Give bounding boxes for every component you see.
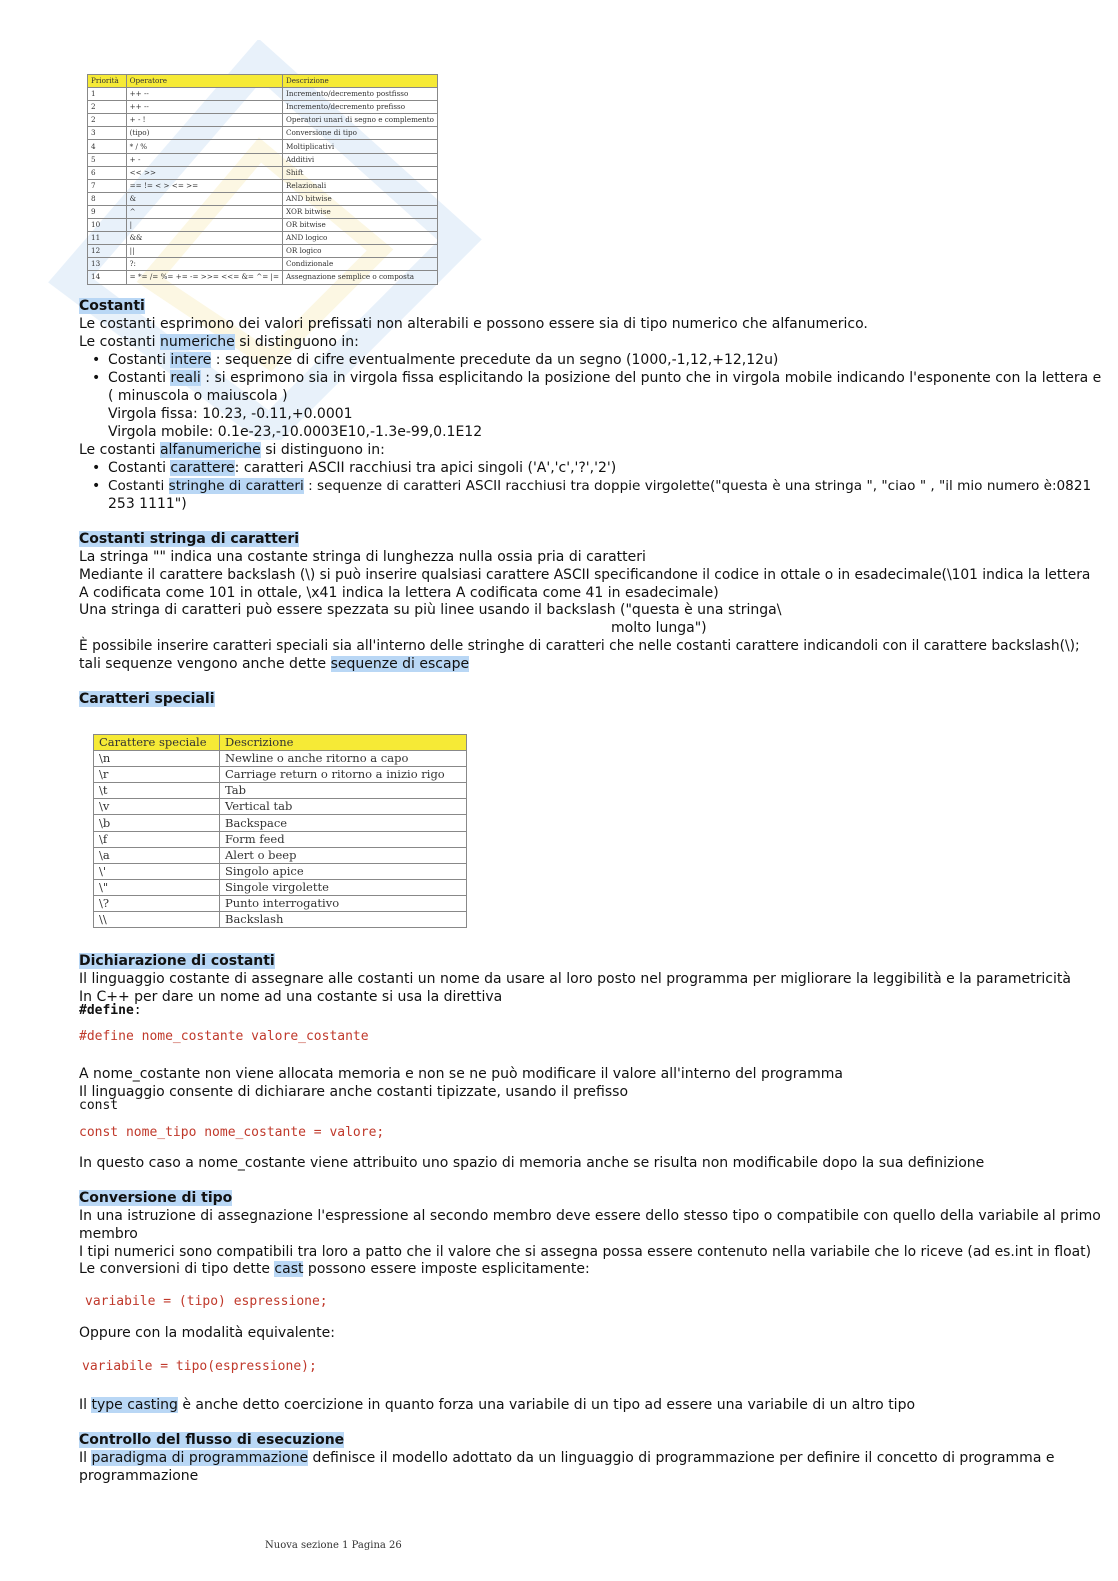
list-item-continuation: 253 1111") [108, 496, 187, 512]
table-cell: \f [94, 831, 220, 847]
table-cell: 14 [88, 271, 127, 284]
table-cell: Descrizione [282, 75, 437, 88]
paragraph: I tipi numerici sono compatibili tra loro a patto che il valore che si assegna possa essere contenuto nella variabile che lo riceve (ad es.int in float) [79, 1244, 1092, 1260]
paragraph: tali sequenze vengono anche dette sequenze di escape [79, 656, 470, 672]
table-header-row [94, 735, 467, 751]
table-cell: && [126, 232, 282, 245]
table-row [94, 767, 467, 783]
operator-priority-table [87, 74, 438, 285]
table-cell: OR bitwise [282, 219, 437, 232]
paragraph: membro [79, 1226, 138, 1242]
list-item: Costanti stringhe di caratteri : sequenze di caratteri ASCII racchiusi tra doppie virgolette("questa è una stringa ", "ciao " , "il mio numero è:0821 [108, 478, 1092, 494]
paragraph: Il type casting è anche detto coercizione in quanto forza una variabile di un tipo ad essere una variabile di un altro tipo [79, 1397, 916, 1413]
table-row [88, 258, 438, 271]
paragraph: La stringa "" indica una costante stringa di lunghezza nulla ossia pria di caratteri [79, 549, 646, 565]
table-row [94, 783, 467, 799]
table-cell: || [126, 245, 282, 258]
table-cell: XOR bitwise [282, 205, 437, 218]
section-heading-conversione: Conversione di tipo [79, 1190, 233, 1206]
table-cell: Shift [282, 166, 437, 179]
section-heading-controllo: Controllo del flusso di esecuzione [79, 1432, 345, 1448]
table-cell: Carriage return o ritorno a inizio rigo [220, 767, 467, 783]
list-item-continuation: Virgola fissa: 10.23, -0.11,+0.0001 [108, 406, 353, 422]
table-cell: \\ [94, 912, 220, 928]
table-cell: 2 [88, 101, 127, 114]
table-row [88, 153, 438, 166]
table-cell: \b [94, 815, 220, 831]
table-cell: \? [94, 895, 220, 911]
table-cell: Incremento/decremento postfisso [282, 88, 437, 101]
list-item-continuation: ( minuscola o maiuscola ) [108, 388, 288, 404]
table-row [88, 166, 438, 179]
table-cell: 7 [88, 179, 127, 192]
table-cell: ++ -- [126, 88, 282, 101]
paragraph: Mediante il carattere backslash (\) si può inserire qualsiasi carattere ASCII specificandone il codice in ottale o in esadecimale(\101 indica la lettera [79, 567, 1091, 583]
table-cell: 2 [88, 114, 127, 127]
table-cell: Newline o anche ritorno a capo [220, 751, 467, 767]
table-cell: \n [94, 751, 220, 767]
table-cell: 10 [88, 219, 127, 232]
table-cell: Operatori unari di segno e complemento [282, 114, 437, 127]
table-row [94, 895, 467, 911]
table-cell: 12 [88, 245, 127, 258]
section-heading-dichiarazione: Dichiarazione di costanti [79, 953, 275, 969]
table-row [88, 205, 438, 218]
table-cell: == != < > <= >= [126, 179, 282, 192]
paragraph: È possibile inserire caratteri speciali sia all'interno delle stringhe di caratteri che nelle costanti carattere indicandoli con il carattere backslash(\); [79, 638, 1080, 654]
table-cell: Incremento/decremento prefisso [282, 101, 437, 114]
paragraph: In una istruzione di assegnazione l'espressione al secondo membro deve essere dello stesso tipo o compatibile con quello della variabile al primo [79, 1208, 1101, 1224]
code-block: const nome_tipo nome_costante = valore; [79, 1125, 385, 1140]
inline-code: const [79, 1098, 119, 1113]
table-cell: Condizionale [282, 258, 437, 271]
paragraph: A codificata come 101 in ottale, \x41 indica la lettera A codificata come 41 in esadecimale) [79, 585, 719, 601]
table-row [88, 192, 438, 205]
list-item: Costanti intere : sequenze di cifre eventualmente precedute da un segno (1000,-1,12,+12,12u) [108, 352, 779, 368]
table-cell: Descrizione [220, 735, 467, 751]
table-cell: Tab [220, 783, 467, 799]
escape-sequences-table [93, 734, 467, 928]
table-row [94, 831, 467, 847]
table-cell: OR logico [282, 245, 437, 258]
list-item-continuation: Virgola mobile: 0.1e-23,-10.0003E10,-1.3e-99,0.1E12 [108, 424, 483, 440]
table-row [88, 179, 438, 192]
table-cell: ^ [126, 205, 282, 218]
table-cell: Carattere speciale [94, 735, 220, 751]
table-cell: 8 [88, 192, 127, 205]
code-block: variabile = tipo(espressione); [82, 1359, 317, 1374]
table-cell: 5 [88, 153, 127, 166]
table-row [88, 271, 438, 284]
bullet-icon: • [92, 370, 101, 386]
list-item: Costanti reali : si esprimono sia in virgola fissa esplicitando la posizione del punto che in virgola mobile indicando l'esponente con la lettera e [108, 370, 1102, 386]
page-footer: Nuova sezione 1 Pagina 26 [265, 1540, 402, 1551]
table-row [88, 140, 438, 153]
table-cell: 1 [88, 88, 127, 101]
table-cell: Conversione di tipo [282, 127, 437, 140]
table-cell: AND bitwise [282, 192, 437, 205]
table-cell: 13 [88, 258, 127, 271]
paragraph: In C++ per dare un nome ad una costante si usa la direttiva [79, 989, 503, 1005]
table-row [94, 879, 467, 895]
table-row [88, 127, 438, 140]
table-row [94, 847, 467, 863]
inline-code: #define: [79, 1003, 142, 1018]
table-cell: \r [94, 767, 220, 783]
paragraph: Le conversioni di tipo dette cast possono essere imposte esplicitamente: [79, 1261, 590, 1277]
paragraph: A nome_costante non viene allocata memoria e non se ne può modificare il valore all'interno del programma [79, 1066, 843, 1082]
table-cell: Vertical tab [220, 799, 467, 815]
table-row [94, 751, 467, 767]
table-row [94, 912, 467, 928]
table-cell: Priorità [88, 75, 127, 88]
table-cell: ?: [126, 258, 282, 271]
table-cell: + - ! [126, 114, 282, 127]
paragraph: Il paradigma di programmazione definisce il modello adottato da un linguaggio di programmazione per definire il concetto di programma e [79, 1450, 1055, 1466]
table-cell: (tipo) [126, 127, 282, 140]
table-row [88, 232, 438, 245]
table-cell: Punto interrogativo [220, 895, 467, 911]
table-cell: * / % [126, 140, 282, 153]
paragraph: Le costanti numeriche si distinguono in: [79, 334, 359, 350]
list-item: Costanti carattere: caratteri ASCII racchiusi tra apici singoli ('A','c','?','2') [108, 460, 617, 476]
code-block: #define nome_costante valore_costante [79, 1029, 369, 1044]
table-cell: + - [126, 153, 282, 166]
table-cell: Backspace [220, 815, 467, 831]
table-cell: Assegnazione semplice o composta [282, 271, 437, 284]
table-cell: << >> [126, 166, 282, 179]
table-row [88, 245, 438, 258]
table-cell: & [126, 192, 282, 205]
table-cell: \' [94, 863, 220, 879]
table-cell: Additivi [282, 153, 437, 166]
table-cell: ++ -- [126, 101, 282, 114]
table-row [94, 863, 467, 879]
code-block: variabile = (tipo) espressione; [85, 1294, 328, 1309]
table-cell: \" [94, 879, 220, 895]
table-cell: Form feed [220, 831, 467, 847]
table-cell: 4 [88, 140, 127, 153]
table-cell: Alert o beep [220, 847, 467, 863]
paragraph: Le costanti alfanumeriche si distinguono in: [79, 442, 385, 458]
table-row [94, 815, 467, 831]
paragraph: Una stringa di caratteri può essere spezzata su più linee usando il backslash ("questa è una stringa\ [79, 602, 782, 618]
section-heading-costanti: Costanti [79, 298, 145, 314]
table-cell: Operatore [126, 75, 282, 88]
table-header-row [88, 75, 438, 88]
table-cell: \t [94, 783, 220, 799]
table-cell: 3 [88, 127, 127, 140]
paragraph: Il linguaggio consente di dichiarare anche costanti tipizzate, usando il prefisso [79, 1084, 629, 1100]
paragraph: Oppure con la modalità equivalente: [79, 1325, 335, 1341]
bullet-icon: • [92, 352, 101, 368]
table-cell: \a [94, 847, 220, 863]
table-cell: | [126, 219, 282, 232]
table-cell: 11 [88, 232, 127, 245]
table-row [88, 219, 438, 232]
paragraph: Le costanti esprimono dei valori prefissati non alterabili e possono essere sia di tipo numerico che alfanumerico. [79, 316, 868, 332]
table-cell: 9 [88, 205, 127, 218]
bullet-icon: • [92, 478, 101, 494]
bullet-icon: • [92, 460, 101, 476]
table-row [88, 88, 438, 101]
section-heading-caratteri-speciali: Caratteri speciali [79, 691, 215, 707]
table-cell: \v [94, 799, 220, 815]
table-cell: Backslash [220, 912, 467, 928]
table-cell: Singole virgolette [220, 879, 467, 895]
table-cell: Relazionali [282, 179, 437, 192]
paragraph: molto lunga") [611, 620, 707, 636]
table-cell: AND logico [282, 232, 437, 245]
section-heading-costanti-stringa: Costanti stringa di caratteri [79, 531, 300, 547]
table-cell: 6 [88, 166, 127, 179]
table-cell: Moltiplicativi [282, 140, 437, 153]
table-cell: = *= /= %= += -= >>= <<= &= ^= |= [126, 271, 282, 284]
paragraph: programmazione [79, 1468, 199, 1484]
table-row [94, 799, 467, 815]
table-row [88, 101, 438, 114]
table-row [88, 114, 438, 127]
table-cell: Singolo apice [220, 863, 467, 879]
paragraph: In questo caso a nome_costante viene attribuito uno spazio di memoria anche se risulta non modificabile dopo la sua definizione [79, 1155, 985, 1171]
paragraph: Il linguaggio costante di assegnare alle costanti un nome da usare al loro posto nel programma per migliorare la leggibilità e la parametricità [79, 971, 1071, 987]
